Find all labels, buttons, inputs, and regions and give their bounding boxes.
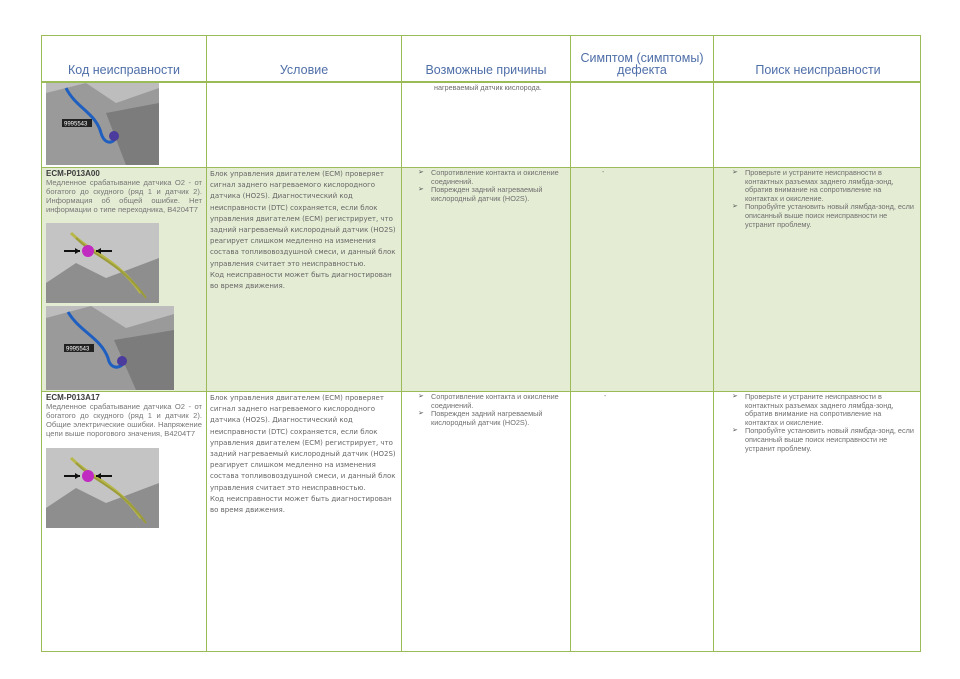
causes-continuation: нагреваемый датчик кислорода. <box>434 83 542 92</box>
header-symptom: Симптом (симптомы) дефекта <box>580 51 704 77</box>
condition-paragraph: Блок управления двигателем (ECM) проверяет сигнал заднего нагреваемого кислородного датчика (HO2S). Диагностический код неисправности (DTC) сохраняется, если блок управления двигателем (ECM) регистрирует, что задний нагреваемый кислородный датчик (HO2S) реагирует слишком медленно на изменения состава топливовоздушной смеси, и данный блок управления считает это неисправностью. <box>210 170 396 268</box>
fault-table <box>41 35 921 652</box>
engine-photo <box>46 306 174 390</box>
search-list <box>732 393 916 453</box>
condition-paragraph: Блок управления двигателем (ECM) проверяет сигнал заднего нагреваемого кислородного датчика (HO2S). Диагностический код неисправности (DTC) сохраняется, если блок управления двигателем (ECM) регистрирует, что задний нагреваемый кислородный датчик (HO2S) реагирует слишком медленно на изменения состава топливовоздушной смеси, и данный блок управления считает это неисправностью. <box>210 394 396 492</box>
causes-list <box>418 169 566 203</box>
column-divider <box>401 36 402 651</box>
condition-text <box>210 393 397 516</box>
header-causes: Возможные причины <box>425 63 547 77</box>
list-item: ➢ Поврежден задний нагреваемый кислородный датчик (HO2S). <box>418 409 543 427</box>
fault-code: ECM-P013A17 <box>46 393 100 402</box>
row1-code-cell <box>46 169 202 214</box>
header-code: Код неисправности <box>68 63 180 77</box>
fault-description: Медленное срабатывание датчика O2 - от богатого до скудного (ряд 1 и датчик 2). Общие электрические ошибки. Напряжение цепи выше порогового значения, B4204T7 <box>46 402 202 438</box>
row2-code-cell <box>46 393 202 438</box>
fault-description: Медленное срабатывание датчика O2 - от богатого до скудного (ряд 1 и датчик 2). Информация об общей ошибке. Нет информации о типе переходника, B4204T7 <box>46 178 202 214</box>
list-item: ➢ Проверьте и устраните неисправности в контактных разъемах заднего лямбда-зонд, обратив внимание на сопротивление на контактах и окисление. <box>732 168 894 203</box>
connector-photo <box>46 223 159 303</box>
connector-photo <box>46 448 159 528</box>
condition-paragraph: Код неисправности может быть диагностирован во время движения. <box>210 270 392 291</box>
column-divider <box>713 36 714 651</box>
condition-text <box>210 169 397 292</box>
symptom-value: - <box>604 393 607 400</box>
header-search: Поиск неисправности <box>755 63 881 77</box>
engine-photo <box>46 83 159 165</box>
photo-label: 9995543 <box>64 121 88 128</box>
search-list <box>732 169 916 229</box>
causes-list <box>418 393 566 427</box>
header-condition: Условие <box>279 63 329 77</box>
list-item: ➢ Поврежден задний нагреваемый кислородный датчик (HO2S). <box>418 185 543 203</box>
fault-code: ECM-P013A00 <box>46 169 100 178</box>
photo-label: 9995543 <box>66 346 90 353</box>
list-item: ➢ Сопротивление контакта и окисление соединений. <box>418 392 559 410</box>
list-item: ➢ Сопротивление контакта и окисление соединений. <box>418 168 559 186</box>
list-item: ➢ Проверьте и устраните неисправности в контактных разъемах заднего лямбда-зонд, обратив внимание на сопротивление на контактах и окисление. <box>732 392 894 427</box>
column-divider <box>570 36 571 651</box>
condition-paragraph: Код неисправности может быть диагностирован во время движения. <box>210 494 392 515</box>
list-item: ➢ Попробуйте установить новый лямбда-зонд, если описанный выше поиск неисправности не устранит проблему. <box>732 202 914 229</box>
symptom-value: - <box>602 169 605 176</box>
list-item: ➢ Попробуйте установить новый лямбда-зонд, если описанный выше поиск неисправности не устранит проблему. <box>732 426 914 453</box>
column-divider <box>206 36 207 651</box>
